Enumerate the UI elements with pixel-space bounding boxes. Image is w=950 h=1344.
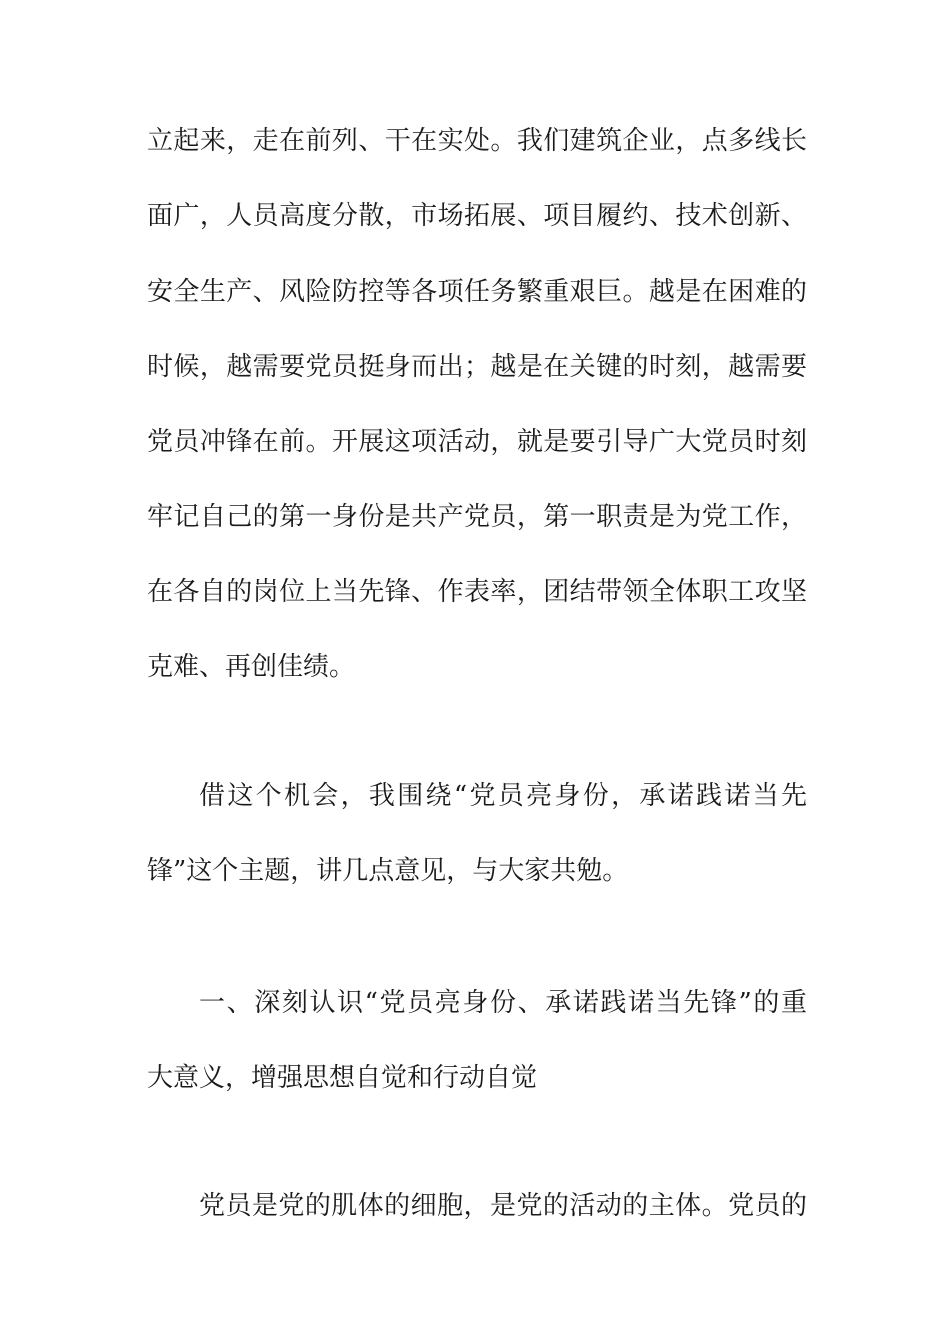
text-line: 借这个机会，我围绕“党员亮身份，承诺践诺当先 (199, 781, 807, 811)
text-line: 立起来，走在前列、干在实处。我们建筑企业，点多线长 (147, 126, 807, 156)
text-line: 克难、再创佳绩。 (147, 652, 356, 682)
text-line: 牢记自己的第一身份是共产党员，第一职责是为党工作， (147, 502, 807, 532)
text-line: 党员冲锋在前。开展这项活动，就是要引导广大党员时刻 (147, 427, 807, 457)
text-line: 面广，人员高度分散，市场拓展、项目履约、技术创新、 (147, 201, 807, 231)
text-line: 安全生产、风险防控等各项任务繁重艰巨。越是在困难的 (147, 277, 807, 307)
text-line: 大意义，增强思想自觉和行动自觉 (147, 1063, 538, 1093)
text-line: 党员是党的肌体的细胞，是党的活动的主体。党员的 (199, 1191, 807, 1221)
text-line: 在各自的岗位上当先锋、作表率，团结带领全体职工攻坚 (147, 577, 807, 607)
text-line: 锋”这个主题，讲几点意见，与大家共勉。 (147, 856, 629, 886)
text-line: 一、深刻认识“党员亮身份、承诺践诺当先锋”的重 (199, 988, 807, 1018)
text-line: 时候，越需要党员挺身而出；越是在关键的时刻，越需要 (147, 352, 807, 382)
